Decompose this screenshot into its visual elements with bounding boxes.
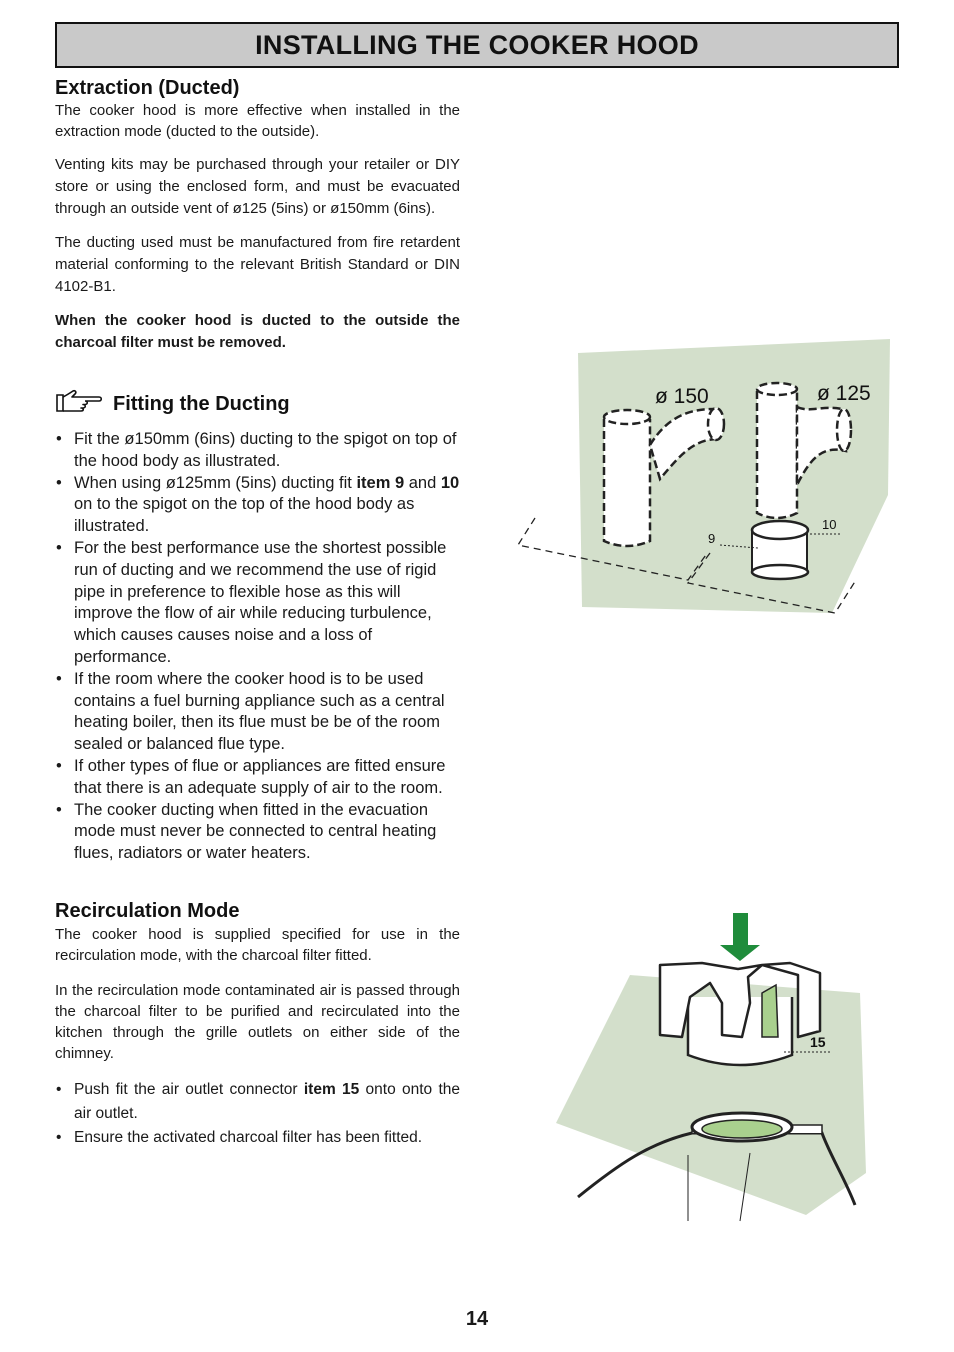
recirculation-bullet-text: onto onto the air outlet. bbox=[74, 1081, 461, 1122]
extraction-paragraph-2: Venting kits may be purchased through your retailer or DIY store or using the enclosed form, and must be evacuated through an outside vent of ø125 (5ins) or ø150mm (6ins). bbox=[55, 156, 460, 217]
straight-pipe-125 bbox=[757, 391, 797, 518]
item-9-ref: item 9 bbox=[356, 473, 405, 492]
elbow-opening bbox=[837, 409, 851, 451]
recirculation-bullet-list bbox=[55, 1078, 460, 1150]
recirculation-paragraph-2: In the recirculation mode contaminated air is passed through the charcoal filter to be purified and recirculated into the kitchen through the grille outlets on either side of the chimney. bbox=[55, 982, 460, 1062]
recirculation-heading: Recirculation Mode bbox=[55, 900, 240, 922]
fitting-bullet-text: on to the spigot on the top of the hood body as illustrated. bbox=[74, 495, 415, 536]
recirculation-bullet-text: Push fit the air outlet connector bbox=[74, 1081, 304, 1098]
fitting-bullet: • The cooker ducting when fitted in the evacuation mode must never be connected to central heating flues, radiators or water heaters. bbox=[55, 800, 460, 865]
callout-9: 9 bbox=[708, 531, 716, 546]
adaptor-ring-9 bbox=[752, 565, 808, 579]
diameter-label-150: ø 150 bbox=[655, 385, 709, 408]
elbow-opening bbox=[708, 408, 724, 440]
recirculation-paragraph-1: The cooker hood is supplied specified for use in the recirculation mode, with the charcoal filter fitted. bbox=[55, 926, 460, 964]
extraction-paragraph-1: The cooker hood is more effective when installed in the extraction mode (ducted to the outside). bbox=[55, 102, 460, 140]
recirculation-bullet: • Ensure the activated charcoal filter has been fitted. bbox=[55, 1126, 460, 1150]
fitting-bullet: • If other types of flue or appliances are fitted ensure that there is an adequate supply of air to the room. bbox=[55, 756, 460, 800]
extraction-paragraph-3: The ducting used must be manufactured from fire retardent material conforming to the relevant British Standard or DIN 4102-B1. bbox=[55, 234, 460, 295]
fitting-bullet-text: When using ø125mm (5ins) ducting fit bbox=[74, 473, 357, 492]
recirculation-bullet bbox=[55, 1078, 460, 1126]
callout-15: 15 bbox=[810, 1034, 826, 1050]
diameter-label-125: ø 125 bbox=[817, 382, 871, 405]
straight-pipe-150 bbox=[604, 419, 650, 546]
fitting-bullet: • Fit the ø150mm (6ins) ducting to the spigot on top of the hood body as illustrated. bbox=[55, 429, 460, 473]
recirculation-section bbox=[55, 899, 460, 1150]
extraction-warning: When the cooker hood is ducted to the outside the charcoal filter must be removed. bbox=[55, 312, 460, 351]
page-title-bar bbox=[55, 22, 899, 68]
filter-window bbox=[762, 985, 778, 1037]
page-title: INSTALLING THE COOKER HOOD bbox=[255, 29, 699, 60]
item-15-ref: item 15 bbox=[303, 1081, 360, 1098]
extraction-section bbox=[55, 76, 460, 354]
fitting-heading: Fitting the Ducting bbox=[113, 393, 290, 415]
fitting-bullet-text: and bbox=[404, 473, 441, 492]
fitting-bullet bbox=[55, 473, 460, 538]
fitting-bullet-list bbox=[55, 429, 460, 865]
pointing-hand-icon bbox=[55, 389, 103, 415]
arrow-down-icon bbox=[720, 913, 760, 961]
extraction-heading: Extraction (Ducted) bbox=[55, 77, 240, 99]
pipe-top-rim bbox=[757, 383, 797, 395]
fitting-bullet: • For the best performance use the shortest possible run of ducting and we recommend the use of rigid pipe in preference to flexible hose as this will improve the flow of air while reducing turbulence, which causes causes noise and a loss of performance. bbox=[55, 538, 460, 669]
pipe-top-rim bbox=[604, 410, 650, 424]
callout-10: 10 bbox=[822, 517, 837, 532]
item-10-ref: 10 bbox=[440, 473, 460, 492]
adaptor-ring-10 bbox=[752, 521, 808, 539]
fitting-section bbox=[55, 388, 460, 865]
recirculation-diagram bbox=[550, 905, 870, 1225]
fitting-heading-row bbox=[55, 388, 460, 416]
charcoal-filter bbox=[702, 1120, 782, 1138]
page-number: 14 bbox=[465, 1308, 489, 1330]
fitting-bullet: • If the room where the cooker hood is to be used contains a fuel burning appliance such as a central heating boiler, then its flue must be be of the room sealed or balanced flue type. bbox=[55, 669, 460, 756]
ducting-diagram bbox=[510, 335, 900, 620]
